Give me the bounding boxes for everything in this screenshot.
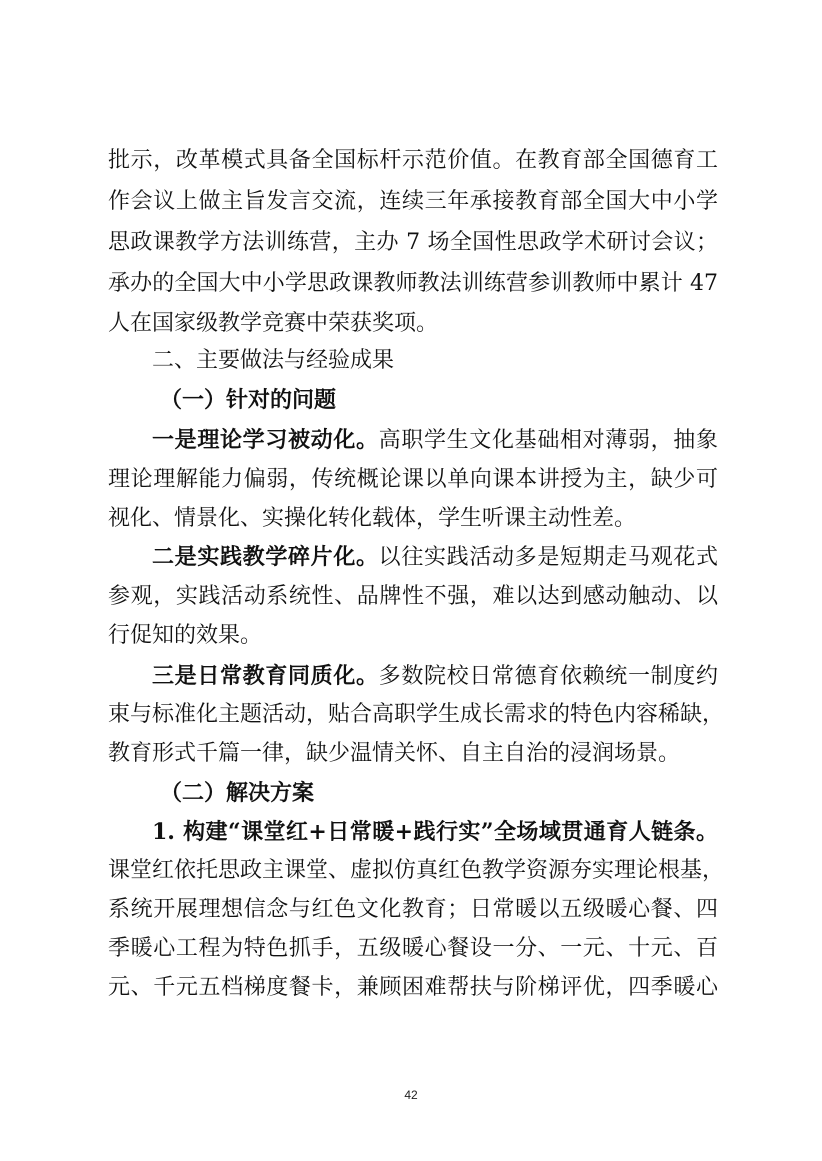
problem-text: 以往实践活动多是短期走马观花式: [378, 545, 718, 570]
paragraph-line: 思政课教学方法训练营，主办 7 场全国性思政学术研讨会议；: [108, 230, 718, 255]
paragraph-line: 行促知的效果。: [108, 623, 263, 648]
problem-lead: 一是理论学习被动化。: [152, 427, 379, 453]
paragraph-line: 季暖心工程为特色抓手，五级暖心餐设一分、一元、十元、百: [108, 936, 718, 961]
problem-first-line: [152, 661, 718, 691]
problem-text: 高职学生文化基础相对薄弱，抽象: [378, 428, 718, 453]
paragraph-line: 束与标准化主题活动，贴合高职学生成长需求的特色内容稀缺，: [108, 702, 725, 727]
problem-lead: 二是实践教学碎片化。: [152, 544, 379, 570]
paragraph-line: 人在国家级教学竞赛中荣获奖项。: [108, 311, 439, 336]
section-heading: 二、主要做法与经验成果: [152, 348, 395, 373]
problem-lead: 三是日常教育同质化。: [152, 663, 379, 689]
paragraph-line: 视化、情景化、实操化转化载体，学生听课主动性差。: [108, 506, 637, 531]
problem-first-line: [152, 425, 718, 455]
paragraph-line: 教育形式千篇一律，缺少温情关怀、自主自治的浸润场景。: [108, 741, 681, 766]
paragraph-line: 元、千元五档梯度餐卡，兼顾困难帮扶与阶梯评优，四季暖心: [108, 975, 718, 1000]
problem-text: 多数院校日常德育依赖统一制度约: [378, 664, 718, 689]
paragraph-line: 作会议上做主旨发言交流，连续三年承接教育部全国大中小学: [108, 189, 718, 214]
subsection-heading: （二）解决方案: [160, 780, 315, 806]
paragraph-line: 批示，改革模式具备全国标杆示范价值。在教育部全国德育工: [108, 148, 718, 173]
page-number: 42: [404, 1088, 418, 1102]
solution-heading: 1. 构建“课堂红+日常暖+践行实”全场域贯通育人链条。: [152, 819, 718, 845]
paragraph-line: 承办的全国大中小学思政课教师教法训练营参训教师中累计 47: [108, 271, 718, 296]
paragraph-line: 系统开展理想信念与红色文化教育；日常暖以五级暖心餐、四: [108, 897, 718, 922]
paragraph-line: 参观，实践活动系统性、品牌性不强，难以达到感动触动、以: [108, 584, 718, 609]
paragraph-line: 课堂红依托思政主课堂、虚拟仿真红色教学资源夯实理论根基，: [108, 858, 725, 883]
problem-first-line: [152, 542, 718, 572]
subsection-heading: （一）针对的问题: [160, 387, 337, 413]
paragraph-line: 理论理解能力偏弱，传统概论课以单向课本讲授为主，缺少可: [108, 467, 718, 492]
